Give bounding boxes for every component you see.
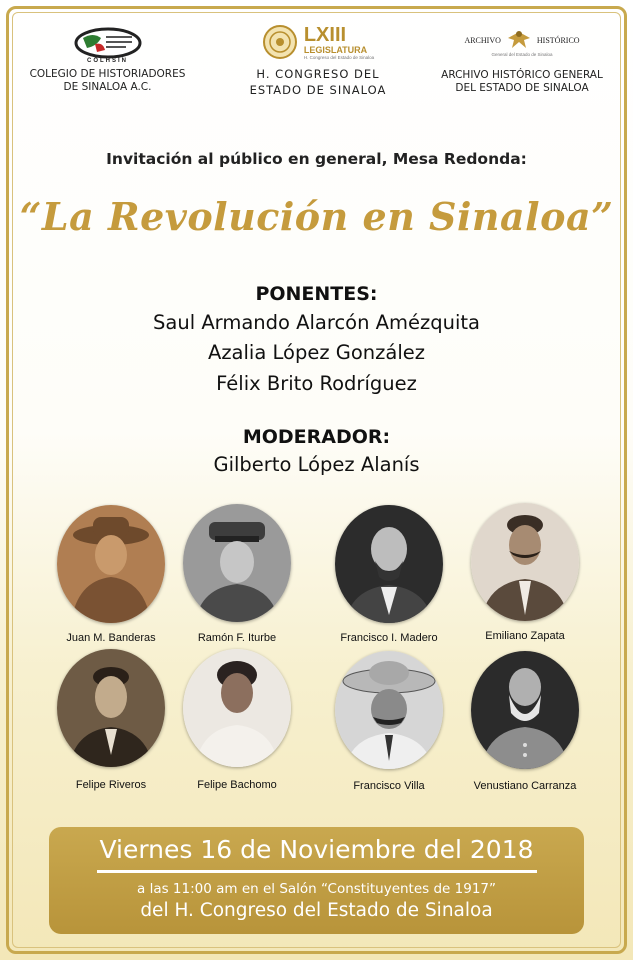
eagle-emblem-icon: [504, 28, 534, 52]
portrait-ramon-iturbe: [183, 504, 291, 622]
speaker-1: Saul Armando Alarcón Amézquita: [153, 311, 480, 334]
event-venue: del H. Congreso del Estado de Sinaloa: [140, 900, 493, 921]
logo-congreso-sinaloa: [228, 24, 408, 98]
logo-center-line1: H. CONGRESO DEL: [256, 67, 380, 81]
portrait-francisco-villa: [335, 651, 443, 769]
logo-right-line1: ARCHIVO HISTÓRICO GENERAL: [441, 69, 603, 81]
caption-felipe-riveros: Felipe Riveros: [75, 779, 147, 791]
portrait-image: [335, 505, 443, 623]
archivo-subtitle: General del Estado de Sinaloa: [491, 52, 553, 57]
moderator-heading: MODERADOR:: [242, 426, 391, 448]
colhsin-acronym: COLHSIN: [87, 58, 128, 64]
caption-ramon-iturbe: Ramón F. Iturbe: [197, 632, 277, 644]
archivo-label: ARCHIVO: [464, 35, 501, 45]
caption-emiliano-zapata: Emiliano Zapata: [485, 630, 565, 642]
event-date: Viernes 16 de Noviembre del 2018: [99, 835, 534, 864]
event-time-place: a las 11:00 am en el Salón “Constituyentes de 1917”: [137, 881, 496, 897]
logo-colegio-historiadores: [20, 26, 195, 94]
legislature-number: LXIII: [303, 23, 347, 46]
portrait-image: [57, 649, 165, 767]
colhsin-emblem-icon: [73, 26, 143, 62]
caption-felipe-bachomo: Felipe Bachomo: [197, 779, 277, 791]
event-title: “La Revolución en Sinaloa”: [19, 194, 614, 239]
portrait-venustiano-carranza: [471, 651, 579, 769]
speaker-2: Azalia López González: [207, 341, 425, 364]
logo-right-line2: DEL ESTADO DE SINALOA: [455, 82, 589, 94]
legislature-tagline: H. Congreso del Estado de Sinaloa: [303, 54, 375, 60]
logo-center-line2: ESTADO DE SINALOA: [249, 83, 387, 97]
caption-francisco-villa: Francisco Villa: [353, 780, 425, 792]
portrait-francisco-madero: [335, 505, 443, 623]
portrait-emiliano-zapata: [471, 503, 579, 621]
logo-left-line2: DE SINALOA A.C.: [63, 81, 152, 93]
portrait-image: [471, 503, 579, 621]
legislature-label: LEGISLATURA: [303, 44, 368, 55]
invitation-text: Invitación al público en general, Mesa Redonda:: [106, 150, 527, 168]
portrait-felipe-bachomo: [183, 649, 291, 767]
date-divider: [97, 870, 537, 873]
logo-left-line1: COLEGIO DE HISTORIADORES: [29, 68, 186, 80]
speaker-3: Félix Brito Rodríguez: [216, 372, 417, 395]
state-seal-icon: [262, 24, 298, 60]
event-details-box: [49, 827, 584, 934]
portrait-felipe-riveros: [57, 649, 165, 767]
speakers-heading: PONENTES:: [255, 283, 378, 305]
historico-label: HISTÓRICO: [536, 35, 580, 45]
caption-venustiano-carranza: Venustiano Carranza: [473, 780, 577, 792]
caption-francisco-madero: Francisco I. Madero: [340, 632, 438, 644]
portrait-image: [471, 651, 579, 769]
caption-juan-banderas: Juan M. Banderas: [66, 632, 156, 644]
portrait-image: [335, 651, 443, 769]
moderator-name: Gilberto López Alanís: [213, 453, 420, 476]
portrait-image: [57, 505, 165, 623]
portrait-image: [183, 504, 291, 622]
portrait-juan-banderas: [57, 505, 165, 623]
portrait-image: [183, 649, 291, 767]
logo-archivo-historico: [432, 28, 612, 95]
